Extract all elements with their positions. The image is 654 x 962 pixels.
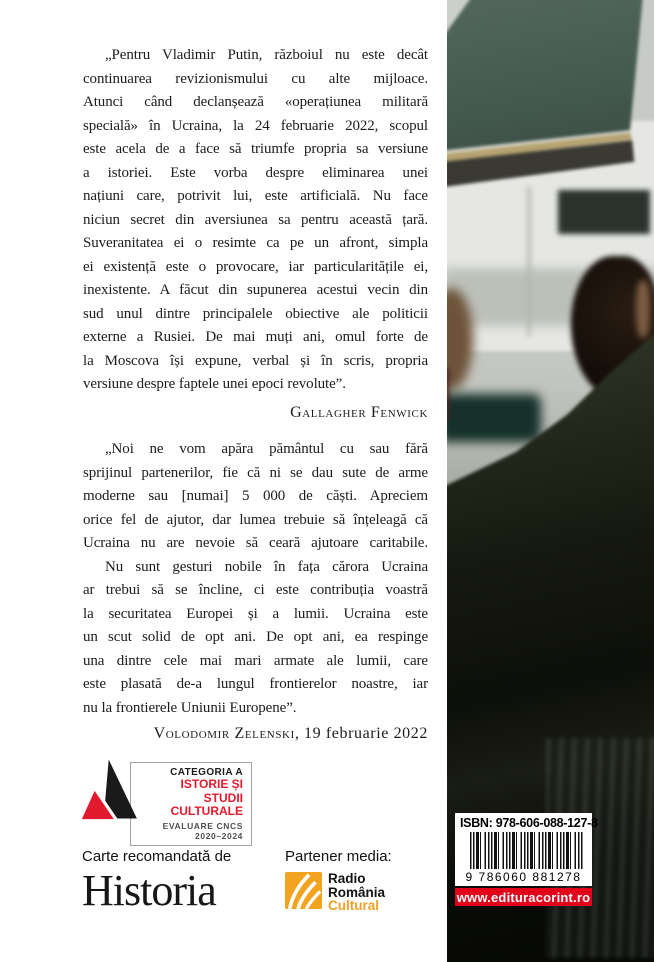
radio-romania-logo (285, 872, 392, 913)
photo-dark-band (447, 394, 541, 442)
quote-line: a istoriei. Este vorba despre eliminarea unei (83, 164, 428, 181)
isbn-block (455, 813, 598, 906)
badge-evaluator: EVALUARE CNCS (162, 820, 243, 831)
quote-line: Atunci când declanșează «operațiunea militară (83, 94, 428, 110)
quote-line: ei existență este o provocare, iar particularitățile ei, (83, 258, 428, 275)
quote-line: continuarea revizionismului cu alte mijloace. (83, 70, 428, 87)
quote-line: inexistente. A făcut din supunerea acestui vecin din (83, 282, 428, 298)
barcode-icon (470, 832, 584, 869)
radio-word: Radio (328, 871, 366, 886)
quote-line: una dintre cele mai mari armate ale lumii, care (83, 652, 428, 669)
publisher-website-strip (455, 888, 592, 906)
quotes-column (83, 44, 428, 746)
quote-line: sud unul dintre principalele obiective ale politicii (83, 305, 428, 322)
historia-logo: Historia (82, 866, 216, 915)
romania-word: România (328, 884, 386, 900)
media-partner-label: Partener media: (285, 848, 392, 865)
quote-zelenski (83, 438, 428, 720)
quote-putin (83, 44, 428, 397)
badge-domain-1: ISTORIE ȘI STUDII (180, 777, 243, 805)
media-partner-block (285, 848, 392, 913)
attribution-fenwick: Gallagher Fenwick (290, 403, 428, 421)
quote-line: versiune despre faptele unei epoci revolute”. (83, 376, 346, 392)
isbn-number: ISBN: 978-606-088-127-8 (460, 816, 598, 830)
publisher-website: www.edituracorint.ro (456, 889, 591, 905)
photo-edge-detail (447, 368, 449, 420)
quote-line: la securitatea Europei și a lumii. Ucraina este (83, 605, 428, 622)
attribution-name: Volodomir Zelenski, (153, 725, 300, 742)
cultural-word: Cultural (328, 898, 380, 913)
attribution-zelenski (83, 722, 428, 746)
quote-line: sprijinul partenerilor, fie că ni se dau sute de arme (83, 464, 428, 481)
quote-line: moderne sau [numai] 5 000 de căști. Apreciem (83, 488, 428, 504)
badge-period: 2020–2024 (195, 830, 243, 841)
cover-photo (447, 0, 654, 962)
photo-window (558, 190, 650, 234)
quote-line: Nu sunt gesturi nobile în fața cărora Ucraina (105, 558, 428, 575)
barcode-digits: 9 786060 881278 (465, 870, 582, 884)
quote-line: este plasată de-a lungul frontierelor noastre, iar (83, 676, 428, 692)
attribution-date: 19 februarie 2022 (299, 725, 428, 742)
quote-line: externe a Rusiei. De mai muți ani, omul forte de (83, 329, 428, 345)
quote-line: „Pentru Vladimir Putin, războiul nu este decât (105, 47, 428, 63)
quote-line: specială» în Ucraina, la 24 februarie 2022, scopul (83, 117, 428, 134)
cncs-triangle-logo-icon (78, 757, 142, 821)
quote-line: orice fel de ajutor, dar lumea trebuie să înțeleagă că (83, 511, 428, 528)
quote-line: națiuni care, potrivit lui, este artificială. Nu face (83, 188, 428, 204)
badge-category: CATEGORIA A (170, 767, 243, 778)
recommended-block (82, 848, 231, 913)
quote-line: nu la frontierele Uniunii Europene”. (83, 699, 297, 716)
isbn-box (455, 813, 598, 886)
quote-line: niciun secret din aversiunea sa pentru această țară. (83, 211, 428, 228)
quote-line: Ucraina nu are nevoie să ceară ajutoare caritabile. (83, 535, 428, 551)
photo-man-face-edge (636, 280, 650, 338)
quote-line: ar trebui să se încline, ci este contribuția voastră (83, 582, 428, 598)
cncs-badge-box (130, 762, 252, 846)
radio-romania-waves-icon (285, 872, 322, 909)
quote-line: este acela de a face să triumfe propria sa versiune (83, 141, 428, 157)
quote-line: un scut solid de opt ani. De opt ani, ea respinge (83, 629, 428, 645)
recommended-label: Carte recomandată de (82, 848, 232, 865)
badge-domain-2: CULTURALE (170, 804, 243, 818)
quote-line: Suveranitatea ei o resimte ca pe un afront, simpla (83, 235, 428, 251)
quote-line: la Moscova își expune, verbal și în scris, propria (83, 352, 428, 369)
quote-line: „Noi ne vom apăra pământul cu sau fără (105, 441, 428, 457)
cncs-badge (78, 757, 252, 846)
radio-romania-wordmark (328, 872, 385, 913)
